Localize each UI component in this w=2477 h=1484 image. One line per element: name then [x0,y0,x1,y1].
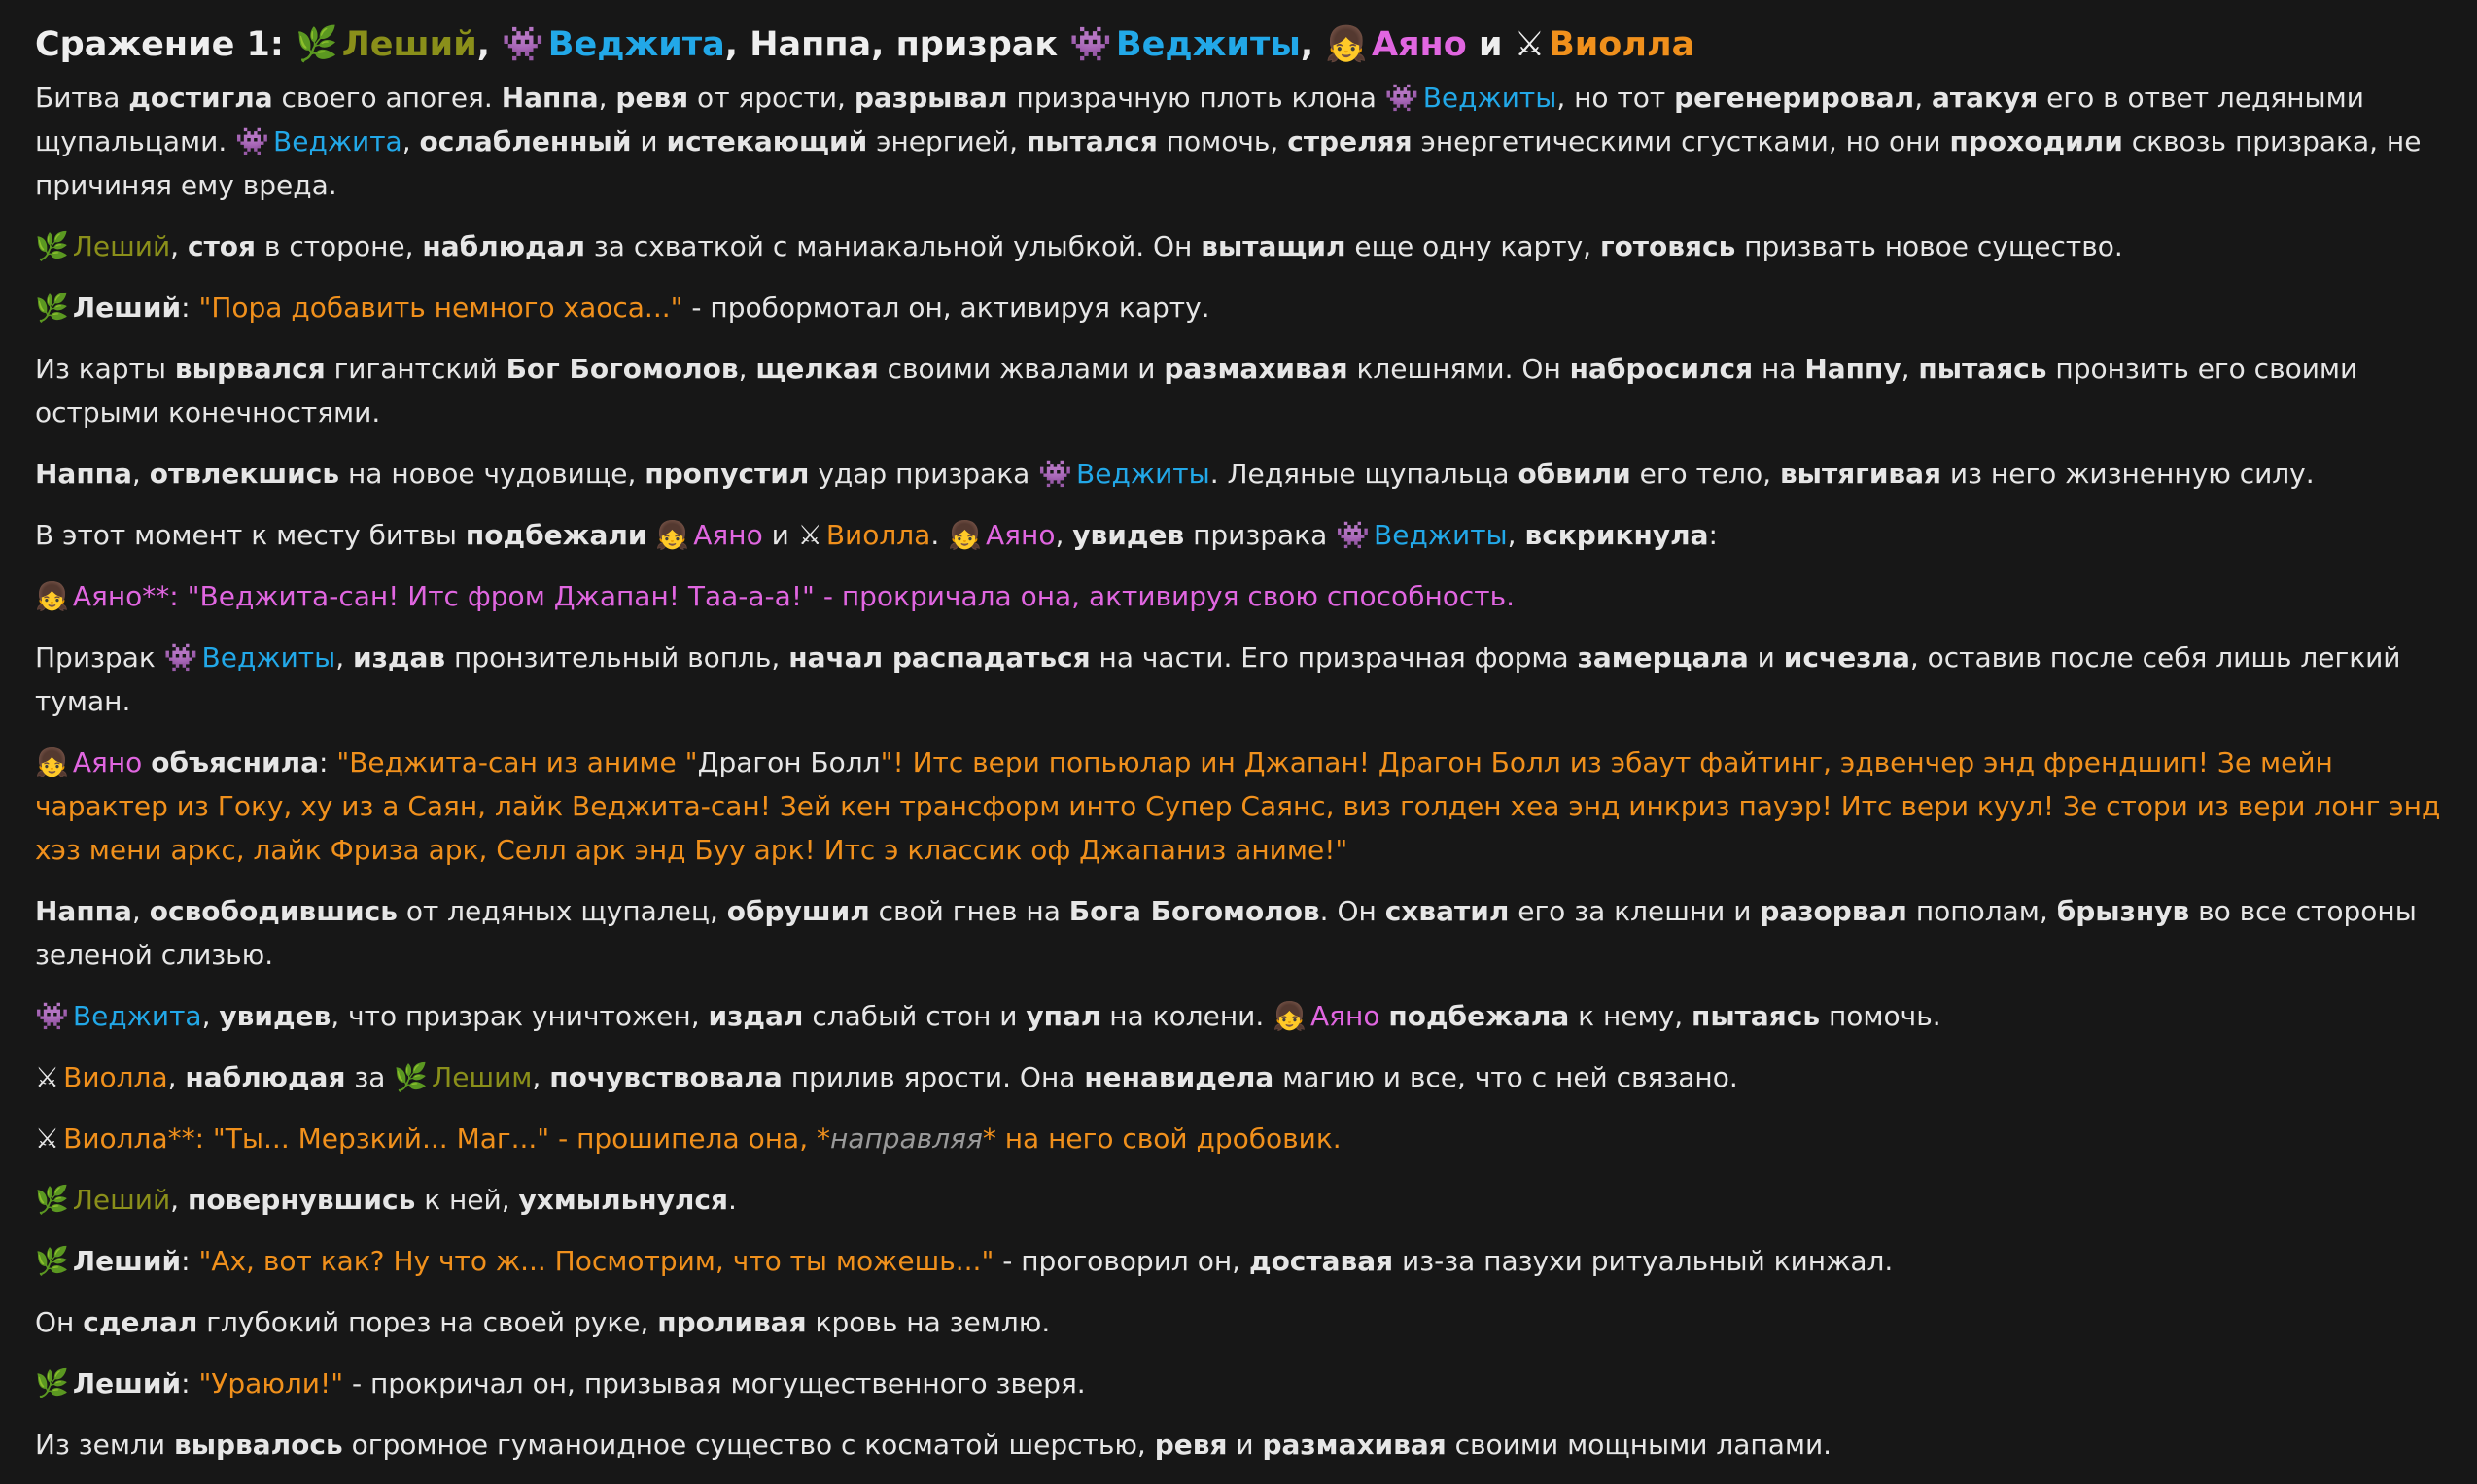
paragraph-text: Наппа [35,458,132,490]
paragraph-text: щелкая [755,353,879,385]
story-paragraph [35,1300,2442,1344]
story-paragraph [35,452,2442,496]
story-paragraph [35,636,2442,723]
paragraph-text: Аяно [72,746,143,778]
story-paragraph [35,574,2442,618]
paragraph-text: разрывал [854,82,1008,114]
paragraph-text: вытащил [1201,230,1346,262]
paragraph-text: Леший [72,230,171,262]
paragraph-text: , [401,125,420,157]
paragraph-text: Леший [72,1245,182,1277]
paragraph-text: помочь, [1157,125,1288,157]
paragraph-text: на новое чудовище, [339,458,645,490]
paragraph-text: увидев [219,1000,331,1032]
paragraph-text: : [1708,519,1718,551]
paragraph-text: призвать новое существо. [1735,230,2123,262]
paragraph-text: , но тот [1556,82,1675,114]
paragraph-text: Битва [35,82,129,114]
paragraph-text: вытягивая [1779,458,1942,490]
paragraph-text: во все стороны зеленой слизью. [35,895,2417,971]
paragraph-text: Он [35,1306,84,1338]
paragraph-text: "Пора добавить немного хаоса..." [198,292,683,324]
paragraph-text [142,746,151,778]
paragraph-text: "! Итс вери попьюлар ин Джапан! Драгон Болл из эбаут файтинг, эдвенчер энд френдшип! Зе мейн чарактер из Гоку, ху из а Саян, лайк Веджита-сан! Зей кен трансформ инто Супер Саянс, виз голден хеа энд инкриз пауэр! Итс вери куул! Зе стори из вери лонг энд хэз мени аркс, лайк Фриза арк, Селл арк энд Буу арк! Итс э классик оф Джапаниз аниме!" [35,746,2441,866]
paragraph-text: на [1753,353,1805,385]
paragraph-text: от ледяных щупалец, [397,895,727,927]
paragraph-text: , [738,353,756,385]
paragraph-text: его за клешни и [1509,895,1761,927]
paragraph-text: и [1748,641,1784,673]
paragraph-text: Наппа [35,895,132,927]
paragraph-text: вскрикнула [1524,519,1709,551]
title-text: , [1300,25,1326,64]
alien-icon: 👾 [1038,458,1073,490]
paragraph-text: своего апогея. [272,82,502,114]
title-text: Виолла [1549,25,1695,64]
paragraph-text: Веджиты [1422,82,1557,114]
paragraph-text [647,519,656,551]
story-paragraphs [35,76,2442,1467]
paragraph-text: , [532,1061,550,1093]
paragraph-text: ухмыльнулся [518,1184,728,1216]
alien-icon: 👾 [1384,82,1419,114]
paragraph-text: начал распадаться [788,641,1091,673]
alien-icon: 👾 [35,1000,69,1032]
paragraph-text: Веджита [72,1000,202,1032]
paragraph-text: замерцала [1577,641,1749,673]
paragraph-text: к ней, [415,1184,519,1216]
paragraph-text: стоя [187,230,257,262]
paragraph-text: Наппу [1804,353,1901,385]
paragraph-text: свой гнев на [869,895,1069,927]
paragraph-text: проходили [1949,125,2123,157]
paragraph-text: подбежали [465,519,647,551]
paragraph-text: энергией, [867,125,1027,157]
alien-icon: 👾 [502,25,544,64]
leaf-icon: 🌿 [394,1061,429,1093]
paragraph-text: "Ах, вот как? Ну что ж... Посмотрим, что ты можешь..." [198,1245,994,1277]
girl-icon: 👧 [948,519,983,551]
paragraph-text: пропустил [645,458,810,490]
paragraph-text: брызнув [2056,895,2190,927]
paragraph-text: прилив ярости. Она [782,1061,1085,1093]
paragraph-text: Виолла [63,1061,168,1093]
paragraph-text: Аяно [693,519,763,551]
paragraph-text: . Он [1319,895,1385,927]
girl-icon: 👧 [1325,25,1368,64]
paragraph-text: на части. Его призрачная форма [1090,641,1578,673]
paragraph-text: набросился [1569,353,1754,385]
story-container [35,21,2442,1484]
paragraph-text: , [1507,519,1525,551]
leaf-icon: 🌿 [296,25,338,64]
alien-icon: 👾 [235,125,270,157]
story-paragraph [35,1055,2442,1099]
paragraph-text: Аяно [986,519,1056,551]
paragraph-text: повернувшись [187,1184,416,1216]
paragraph-text: ревя [615,82,689,114]
paragraph-text: , что призрак уничтожен, [331,1000,709,1032]
paragraph-text: издал [708,1000,804,1032]
paragraph-text: : [319,746,337,778]
paragraph-text: на колени. [1100,1000,1273,1032]
paragraph-text: Аяно**: "Веджита-сан! Итс фром Джапан! Таа-а-а!" - прокричала она, активируя свою способность. [72,580,1515,612]
paragraph-text: стреляя [1287,125,1413,157]
paragraph-text: . [727,1184,737,1216]
paragraph-text: вырвался [174,353,326,385]
paragraph-text: . [930,519,949,551]
paragraph-text: разорвал [1760,895,1907,927]
paragraph-text: , [1901,353,1919,385]
battle-title [35,21,2442,68]
paragraph-text: пытаясь [1918,353,2047,385]
paragraph-text: энергетическими сгустками, но они [1412,125,1950,157]
paragraph-text: клешнями. Он [1347,353,1570,385]
paragraph-text: Веджиты [1076,458,1210,490]
story-paragraph [35,76,2442,207]
paragraph-text: упал [1026,1000,1101,1032]
paragraph-text: из него жизненную силу. [1941,458,2315,490]
girl-icon: 👧 [655,519,690,551]
leaf-icon: 🌿 [35,1245,69,1277]
paragraph-text: ревя [1154,1429,1228,1461]
paragraph-text: "Веджита-сан из аниме " [336,746,698,778]
title-text: , Наппа, призрак [724,25,1070,64]
paragraph-text: увидев [1072,519,1185,551]
girl-icon: 👧 [35,746,69,778]
title-text: и [1466,25,1515,64]
paragraph-text: пронзительный вопль, [445,641,789,673]
title-text: Веджита [547,25,725,64]
story-paragraph [35,1239,2442,1283]
paragraph-text: и [631,125,667,157]
paragraph-text: исчезла [1783,641,1910,673]
paragraph-text: Веджиты [1374,519,1508,551]
paragraph-text: , [170,230,188,262]
story-paragraph [35,1423,2442,1467]
paragraph-text: , оставив после себя лишь легкий туман. [35,641,2401,717]
alien-icon: 👾 [1069,25,1112,64]
paragraph-text: , [335,641,353,673]
paragraph-text: Призрак [35,641,164,673]
paragraph-text: подбежала [1388,1000,1570,1032]
paragraph-text: , [201,1000,220,1032]
paragraph-text: издав [353,641,446,673]
paragraph-text: достигла [128,82,273,114]
title-text: Леший [341,25,477,64]
leaf-icon: 🌿 [35,292,69,324]
paragraph-text: за [345,1061,395,1093]
paragraph-text: удар призрака [809,458,1039,490]
paragraph-text: и [1227,1429,1263,1461]
paragraph-text: сделал [83,1306,198,1338]
paragraph-text: еще одну карту, [1345,230,1600,262]
paragraph-text: Из карты [35,353,175,385]
paragraph-text: Виолла**: "Ты... Мерзкий... Маг..." - прошипела она, * [63,1122,831,1155]
paragraph-text: обвили [1518,458,1631,490]
paragraph-text: вырвалось [173,1429,343,1461]
paragraph-text: магию и все, что с ней связано. [1273,1061,1738,1093]
paragraph-text: - прокричал он, призывая могущественного зверя. [343,1367,1086,1399]
leaf-icon: 🌿 [35,230,69,262]
paragraph-text: Драгон Болл [697,746,881,778]
paragraph-text: освободившись [149,895,398,927]
paragraph-text: Виолла [825,519,931,551]
paragraph-text: Леший [72,1367,182,1399]
paragraph-text: призрачную плоть клона [1007,82,1385,114]
paragraph-text: Леший [72,292,182,324]
paragraph-text: слабый стон и [803,1000,1027,1032]
paragraph-text: Лешим [432,1061,533,1093]
paragraph-text: объяснила [151,746,319,778]
paragraph-text: наблюдал [422,230,585,262]
leaf-icon: 🌿 [35,1367,69,1399]
paragraph-text: Бог Богомолов [506,353,739,385]
crossed-swords-icon: ⚔ [1514,25,1546,64]
paragraph-text: - проговорил он, [994,1245,1249,1277]
story-paragraph [35,1362,2442,1405]
paragraph-text: Леший [72,1184,171,1216]
paragraph-text: в стороне, [256,230,423,262]
alien-icon: 👾 [163,641,198,673]
paragraph-text: его в ответ ледяными щупальцами. [35,82,2364,157]
paragraph-text: пытался [1026,125,1158,157]
paragraph-text: обрушил [726,895,870,927]
paragraph-text: его тело, [1630,458,1780,490]
girl-icon: 👧 [35,580,69,612]
paragraph-text: , [1055,519,1073,551]
story-paragraph [35,224,2442,268]
paragraph-text: из-за пазухи ритуальный кинжал. [1393,1245,1894,1277]
paragraph-text: пронзить его своими острыми конечностями. [35,353,2358,429]
paragraph-text: размахивая [1262,1429,1447,1461]
crossed-swords-icon: ⚔ [797,519,822,551]
paragraph-text: размахивая [1164,353,1348,385]
paragraph-text: помочь. [1820,1000,1941,1032]
girl-icon: 👧 [1273,1000,1308,1032]
paragraph-text: схватил [1384,895,1510,927]
paragraph-text: : [181,292,199,324]
paragraph-text: регенерировал [1674,82,1915,114]
paragraph-text: . Ледяные щупальца [1209,458,1518,490]
paragraph-text: , [167,1061,186,1093]
story-paragraph [35,741,2442,872]
crossed-swords-icon: ⚔ [35,1061,60,1093]
paragraph-text: своими жвалами и [878,353,1165,385]
paragraph-text: ненавидела [1084,1061,1274,1093]
paragraph-text: Веджита [273,125,402,157]
paragraph-text: атакуя [1932,82,2039,114]
paragraph-text: доставая [1248,1245,1394,1277]
alien-icon: 👾 [1336,519,1371,551]
paragraph-text: : [181,1367,199,1399]
paragraph-text: своими мощными лапами. [1446,1429,1832,1461]
paragraph-text: сквозь призрака, не причиняя ему вреда. [35,125,2422,201]
story-paragraph [35,889,2442,977]
paragraph-text: ослабленный [419,125,632,157]
paragraph-text: , [131,895,150,927]
paragraph-text: направляя [830,1122,983,1155]
paragraph-text: готовясь [1599,230,1736,262]
paragraph-text: за схваткой с маниакальной улыбкой. Он [584,230,1202,262]
paragraph-text: пополам, [1906,895,2057,927]
paragraph-text: гигантский [325,353,506,385]
paragraph-text: кровь на землю. [806,1306,1051,1338]
paragraph-text: призрака [1184,519,1337,551]
story-paragraph [35,513,2442,557]
story-paragraph [35,347,2442,434]
title-text: , [476,25,503,64]
paragraph-text: , [131,458,150,490]
paragraph-text: "Ураюли!" [198,1367,344,1399]
paragraph-text: истекающий [666,125,868,157]
paragraph-text: наблюдая [185,1061,346,1093]
story-paragraph [35,1178,2442,1222]
paragraph-text: , [1914,82,1932,114]
title-text: Аяно [1371,25,1467,64]
paragraph-text: и [762,519,798,551]
paragraph-text: Веджиты [201,641,336,673]
crossed-swords-icon: ⚔ [35,1122,60,1155]
paragraph-text: Бога Богомолов [1068,895,1320,927]
paragraph-text: Наппа [501,82,599,114]
story-paragraph [35,994,2442,1038]
paragraph-text: к нему, [1569,1000,1692,1032]
paragraph-text: - пробормотал он, активируя карту. [682,292,1210,324]
paragraph-text: глубокий порез на своей руке, [197,1306,658,1338]
title-text: Сражение 1: [35,25,297,64]
leaf-icon: 🌿 [35,1184,69,1216]
paragraph-text: проливая [657,1306,807,1338]
paragraph-text: , [598,82,616,114]
paragraph-text: пытаясь [1692,1000,1821,1032]
paragraph-text: В этот момент к месту битвы [35,519,466,551]
paragraph-text: , [170,1184,188,1216]
title-text: Веджиты [1115,25,1301,64]
paragraph-text: почувствовала [549,1061,783,1093]
paragraph-text: отвлекшись [149,458,340,490]
paragraph-text: от ярости, [688,82,855,114]
paragraph-text: Аяно [1310,1000,1380,1032]
paragraph-text: огромное гуманоидное существо с косматой шерстью, [342,1429,1155,1461]
paragraph-text: * на него свой дробовик. [982,1122,1342,1155]
story-paragraph [35,286,2442,329]
paragraph-text: Из земли [35,1429,174,1461]
story-paragraph [35,1117,2442,1160]
paragraph-text: : [181,1245,199,1277]
